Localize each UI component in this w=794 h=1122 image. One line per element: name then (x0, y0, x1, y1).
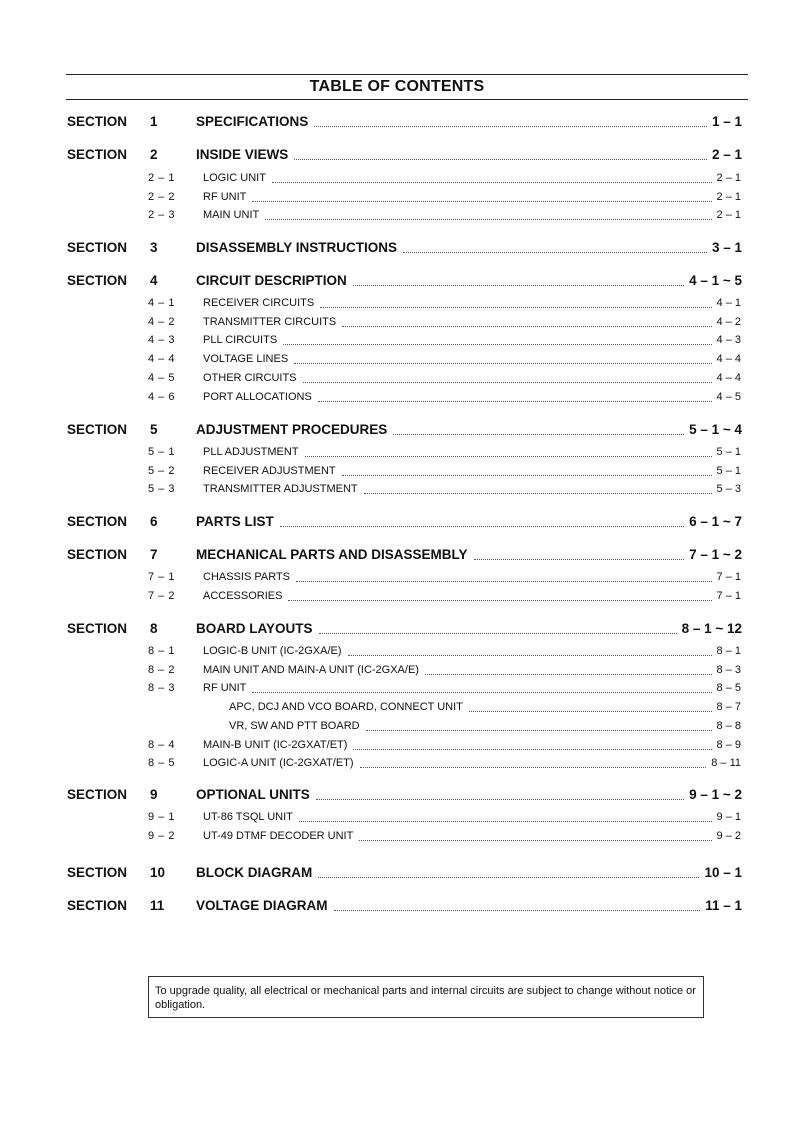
section-title: BOARD LAYOUTS (196, 621, 313, 636)
dot-leader (305, 456, 712, 457)
subsection-title: CHASSIS PARTS (203, 571, 291, 583)
section-label: SECTION (67, 240, 128, 255)
subsection-page: 2 – 1 (716, 190, 741, 203)
section-label: SECTION (67, 865, 128, 880)
subsection-title: OTHER CIRCUITS (203, 371, 297, 384)
subsection-number: 7 – 1 (148, 571, 175, 583)
subsection-title: ACCESSORIES (203, 589, 283, 602)
section-page: 4 – 1 ~ 5 (689, 273, 742, 288)
section-label: SECTION (67, 422, 128, 437)
subsection-page: 5 – 1 (716, 464, 741, 477)
section-title: VOLTAGE DIAGRAM (196, 898, 328, 913)
subsection-row (66, 682, 742, 698)
subsection-page: 7 – 1 (716, 589, 741, 602)
subsection-number: 4 – 5 (148, 371, 175, 384)
subsection-page: 8 – 8 (716, 719, 741, 732)
subsection-row (66, 465, 742, 481)
section-row (66, 621, 742, 637)
subsection-number: 4 – 1 (148, 297, 175, 309)
subsection-page: 4 – 4 (716, 353, 741, 366)
subsection-row (66, 811, 742, 827)
subsection-page: 5 – 3 (716, 483, 741, 496)
section-label: SECTION (67, 514, 128, 529)
subsection-number: 5 – 3 (148, 483, 175, 496)
subsection-number: 8 – 1 (148, 645, 175, 657)
subsection-number: 8 – 3 (148, 682, 175, 695)
section-row (66, 787, 742, 803)
subsection-title: PORT ALLOCATIONS (203, 390, 312, 403)
subsection-number: 8 – 4 (148, 738, 175, 751)
section-page: 11 – 1 (705, 898, 742, 913)
section-page: 8 – 1 ~ 12 (681, 621, 742, 636)
subsection-page: 4 – 3 (716, 334, 741, 347)
subsection-row (66, 720, 742, 736)
subsection-page: 4 – 4 (716, 371, 741, 384)
section-row (66, 514, 742, 530)
subsection-page: 9 – 2 (716, 829, 741, 842)
subsection-page: 9 – 1 (716, 811, 741, 823)
section-title: SPECIFICATIONS (196, 114, 309, 129)
subsection-row (66, 483, 742, 499)
section-number: 8 (150, 621, 158, 636)
subsection-title: APC, DCJ AND VCO BOARD, CONNECT UNIT (229, 701, 463, 714)
dot-leader (265, 219, 712, 220)
subsection-title: UT-86 TSQL UNIT (203, 811, 293, 823)
dot-leader (469, 711, 712, 712)
subsection-number: 2 – 3 (148, 209, 175, 222)
section-page: 2 – 1 (711, 147, 742, 162)
dot-leader (393, 434, 684, 435)
dot-leader (303, 382, 712, 383)
section-number: 1 (150, 114, 158, 129)
section-page: 9 – 1 ~ 2 (689, 787, 742, 802)
dot-leader (294, 363, 712, 364)
subsection-title: MAIN UNIT (203, 209, 260, 222)
subsection-title: MAIN UNIT AND MAIN-A UNIT (IC-2GXA/E) (203, 663, 419, 676)
subsection-page: 4 – 2 (716, 315, 741, 328)
dot-leader (342, 326, 712, 327)
section-row (66, 147, 742, 163)
subsection-number: 9 – 2 (148, 829, 175, 842)
section-number: 5 (150, 422, 158, 437)
subsection-page: 8 – 7 (716, 701, 741, 714)
dot-leader (294, 159, 707, 160)
subsection-row (66, 191, 742, 207)
section-title: PARTS LIST (196, 514, 274, 529)
section-number: 2 (150, 147, 158, 162)
dot-leader (359, 840, 712, 841)
subsection-number: 4 – 4 (148, 353, 175, 366)
subsection-row (66, 172, 742, 188)
subsection-title: VR, SW AND PTT BOARD (229, 719, 360, 732)
dot-leader (353, 749, 712, 750)
subsection-row (66, 664, 742, 680)
dot-leader (353, 285, 684, 286)
subsection-title: MAIN-B UNIT (IC-2GXAT/ET) (203, 738, 348, 751)
notice-box: To upgrade quality, all electrical or mechanical parts and internal circuits are subject to change without notice or obligation. (148, 976, 704, 1018)
dot-leader (288, 600, 712, 601)
dot-leader (366, 730, 712, 731)
section-title: INSIDE VIEWS (196, 147, 289, 162)
subsection-row (66, 297, 742, 313)
subsection-row (66, 830, 742, 846)
subsection-number: 9 – 1 (148, 811, 175, 823)
subsection-title: RECEIVER ADJUSTMENT (203, 464, 336, 477)
section-page: 1 – 1 (711, 114, 742, 129)
section-number: 10 (150, 865, 166, 880)
subsection-title: LOGIC-A UNIT (IC-2GXAT/ET) (203, 757, 354, 770)
subsection-page: 8 – 5 (716, 682, 741, 695)
subsection-title: RF UNIT (203, 190, 247, 203)
dot-leader (318, 401, 712, 402)
subsection-number: 8 – 5 (148, 757, 175, 770)
page-title: TABLE OF CONTENTS (309, 78, 485, 95)
subsection-page: 2 – 1 (716, 209, 741, 222)
section-page: 5 – 1 ~ 4 (689, 422, 742, 437)
section-title: OPTIONAL UNITS (196, 787, 310, 802)
subsection-number: 5 – 1 (148, 446, 175, 458)
subsection-title: PLL ADJUSTMENT (203, 446, 299, 458)
section-page: 7 – 1 ~ 2 (689, 547, 742, 562)
dot-leader (425, 674, 712, 675)
subsection-row (66, 353, 742, 369)
dot-leader (316, 799, 684, 800)
section-row (66, 114, 742, 130)
subsection-page: 4 – 5 (716, 390, 741, 403)
section-title: DISASSEMBLY INSTRUCTIONS (196, 240, 398, 255)
subsection-number: 2 – 1 (148, 172, 175, 184)
subsection-title: LOGIC-B UNIT (IC-2GXA/E) (203, 645, 342, 657)
subsection-row (66, 739, 742, 755)
subsection-title: PLL CIRCUITS (203, 334, 278, 347)
section-number: 3 (150, 240, 158, 255)
subsection-number: 2 – 2 (148, 190, 175, 203)
section-label: SECTION (67, 547, 128, 562)
section-row (66, 865, 742, 881)
subsection-page: 7 – 1 (716, 571, 741, 583)
section-number: 11 (150, 898, 165, 913)
subsection-page: 8 – 9 (716, 738, 741, 751)
subsection-row (66, 645, 742, 661)
dot-leader (474, 559, 684, 560)
subsection-row (66, 372, 742, 388)
dot-leader (320, 307, 712, 308)
section-title: MECHANICAL PARTS AND DISASSEMBLY (196, 547, 468, 562)
subsection-page: 8 – 1 (716, 645, 741, 657)
subsection-title: VOLTAGE LINES (203, 353, 289, 366)
section-row (66, 240, 742, 256)
dot-leader (299, 821, 712, 822)
section-label: SECTION (67, 147, 128, 162)
section-row (66, 547, 742, 563)
subsection-row (66, 757, 742, 773)
section-row (66, 422, 742, 438)
dot-leader (272, 182, 712, 183)
section-page: 10 – 1 (704, 865, 742, 880)
subsection-number: 7 – 2 (148, 589, 175, 602)
section-number: 4 (150, 273, 158, 288)
subsection-page: 5 – 1 (716, 446, 741, 458)
dot-leader (360, 767, 706, 768)
subsection-row (66, 446, 742, 462)
section-title: BLOCK DIAGRAM (196, 865, 313, 880)
section-label: SECTION (67, 898, 128, 913)
subsection-row (66, 209, 742, 225)
subsection-row (66, 701, 742, 717)
dot-leader (280, 526, 684, 527)
dot-leader (403, 252, 707, 253)
subsection-row (66, 334, 742, 350)
section-title: ADJUSTMENT PROCEDURES (196, 422, 388, 437)
section-page: 3 – 1 (711, 240, 742, 255)
dot-leader (252, 692, 712, 693)
section-label: SECTION (67, 114, 128, 129)
subsection-row (66, 391, 742, 407)
subsection-page: 4 – 1 (716, 297, 741, 309)
dot-leader (296, 581, 712, 582)
dot-leader (319, 633, 677, 634)
section-page: 6 – 1 ~ 7 (689, 514, 742, 529)
section-label: SECTION (67, 273, 128, 288)
dot-leader (283, 344, 712, 345)
subsection-page: 8 – 11 (711, 757, 741, 770)
dot-leader (334, 910, 700, 911)
subsection-number: 4 – 2 (148, 315, 175, 328)
section-label: SECTION (67, 787, 128, 802)
subsection-number: 8 – 2 (148, 663, 175, 676)
section-number: 9 (150, 787, 158, 802)
section-row (66, 273, 742, 289)
subsection-number: 5 – 2 (148, 464, 175, 477)
subsection-page: 2 – 1 (716, 172, 741, 184)
section-number: 6 (150, 514, 158, 529)
subsection-title: TRANSMITTER CIRCUITS (203, 315, 337, 328)
section-title: CIRCUIT DESCRIPTION (196, 273, 347, 288)
dot-leader (318, 877, 699, 878)
subsection-row (66, 571, 742, 587)
dot-leader (364, 493, 712, 494)
dot-leader (314, 126, 707, 127)
subsection-title: TRANSMITTER ADJUSTMENT (203, 483, 358, 496)
top-rule (66, 74, 748, 75)
dot-leader (348, 655, 712, 656)
subsection-title: RECEIVER CIRCUITS (203, 297, 315, 309)
section-label: SECTION (67, 621, 128, 636)
subsection-row (66, 590, 742, 606)
title-underline (66, 99, 748, 100)
subsection-number: 4 – 6 (148, 390, 175, 403)
subsection-title: RF UNIT (203, 682, 247, 695)
subsection-page: 8 – 3 (716, 663, 741, 676)
subsection-title: UT-49 DTMF DECODER UNIT (203, 829, 354, 842)
dot-leader (252, 201, 712, 202)
section-row (66, 898, 742, 914)
subsection-number: 4 – 3 (148, 334, 175, 347)
subsection-row (66, 316, 742, 332)
section-number: 7 (150, 547, 158, 562)
dot-leader (342, 475, 712, 476)
subsection-title: LOGIC UNIT (203, 172, 266, 184)
